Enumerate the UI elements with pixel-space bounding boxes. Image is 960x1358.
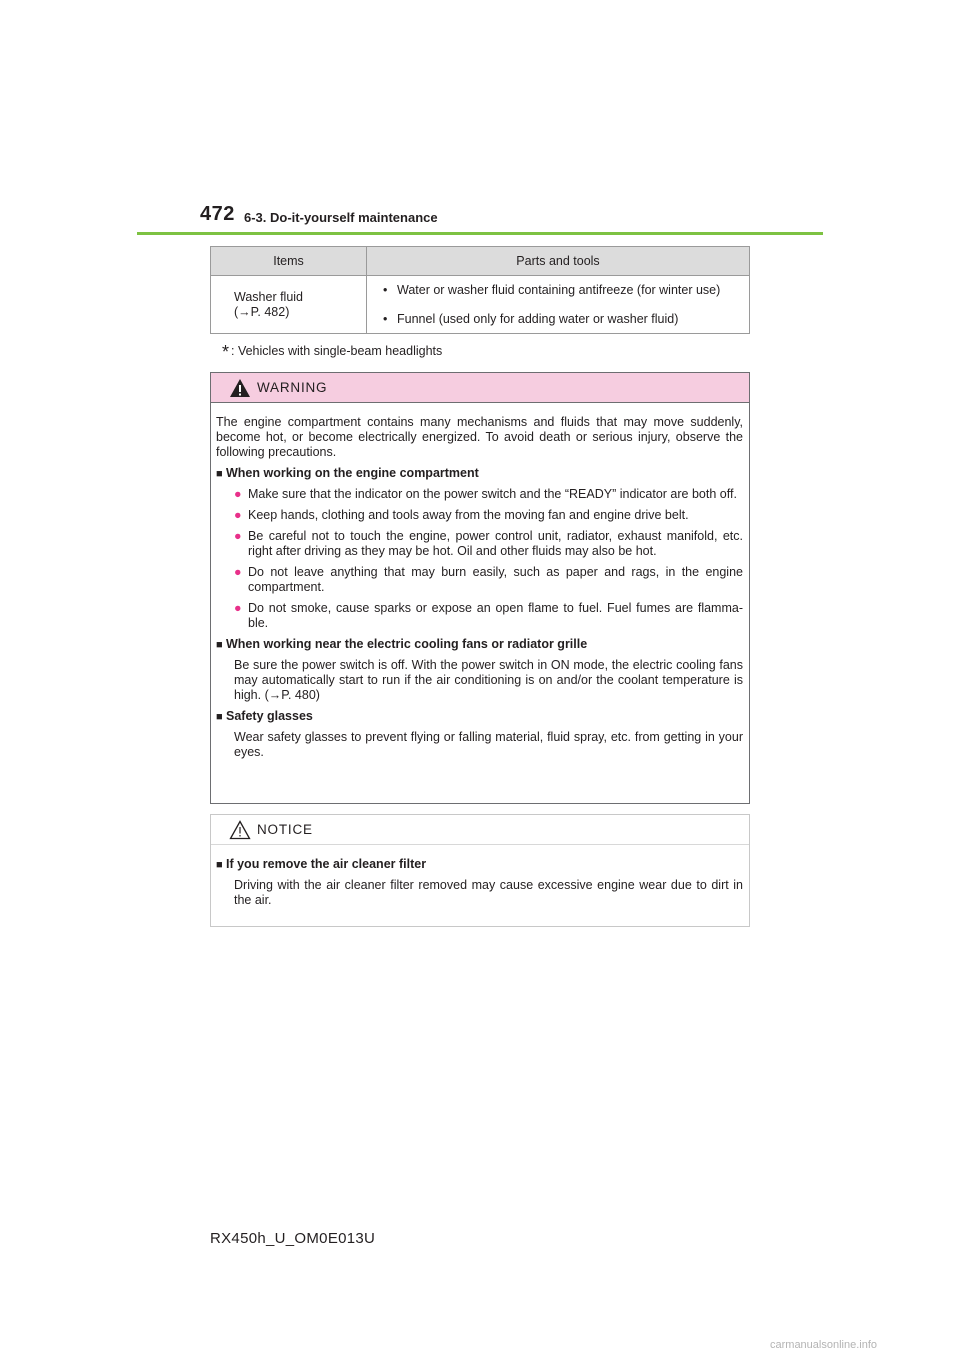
list-item: ● Do not smoke, cause sparks or expose an open flame to fuel. Fuel fumes are flamma-ble. — [234, 601, 743, 630]
bullet-icon: • — [383, 283, 388, 297]
bullet-icon: • — [383, 312, 388, 326]
warning-header — [211, 373, 749, 403]
caution-triangle-icon — [229, 820, 251, 840]
warning-title: WARNING — [257, 380, 328, 395]
square-bullet-icon: ■ — [216, 639, 223, 651]
parts-text: Funnel (used only for adding water or washer fluid) — [397, 312, 679, 326]
subsection-text: Be sure the power switch is off. With the power switch in ON mode, the electric cooling fans may automatically start to run if the air conditioning is on and/or the coolant temperature is high. (→P. 480) — [234, 658, 743, 702]
subsection-heading: ■ If you remove the air cleaner filter — [216, 857, 427, 871]
page-number: 472 — [200, 203, 235, 225]
item-cell — [211, 276, 367, 334]
dot-bullet-icon: ● — [234, 601, 242, 615]
notice-title: NOTICE — [257, 822, 313, 837]
subsection-text: Driving with the air cleaner filter removed may cause excessive engine wear due to dirt in the air. — [234, 878, 743, 907]
warning-box — [210, 372, 750, 804]
item-name: Washer fluid — [234, 290, 304, 304]
footer-code: RX450h_U_OM0E013U — [210, 1230, 376, 1247]
dot-bullet-icon: ● — [234, 487, 242, 501]
square-bullet-icon: ■ — [216, 468, 223, 480]
list-item: ● Be careful not to touch the engine, power control unit, radiator, exhaust manifold, etc. right after driving as they may be hot. Oil and other fluids may also be hot. — [234, 529, 743, 558]
column-header-items: Items — [211, 247, 367, 276]
subsection-text: Wear safety glasses to prevent flying or falling material, fluid spray, etc. from getting in your eyes. — [234, 730, 743, 759]
footnote-text: : Vehicles with single-beam headlights — [231, 344, 443, 358]
dot-bullet-icon: ● — [234, 508, 242, 522]
dot-bullet-icon: ● — [234, 529, 242, 543]
item-page-ref[interactable]: (→P. 482) — [234, 305, 290, 319]
list-item — [383, 311, 743, 327]
warning-intro: The engine compartment contains many mechanisms and fluids that may move suddenly, become hot, or become electrically energized. To avoid death or serious injury, observe the following precautions. — [216, 415, 743, 459]
list-item: ● Keep hands, clothing and tools away from the moving fan and engine drive belt. — [234, 508, 689, 522]
dot-bullet-icon: ● — [234, 565, 242, 579]
list-item: ● Do not leave anything that may burn easily, such as paper and rags, in the engine compartment. — [234, 565, 743, 594]
table-header-row — [211, 247, 750, 276]
section-title: 6-3. Do-it-yourself maintenance — [244, 210, 438, 225]
warning-triangle-icon — [229, 378, 251, 398]
list-item — [383, 282, 743, 298]
table-row — [211, 276, 750, 334]
list-item: ● Make sure that the indicator on the power switch and the “READY” indicator are both off. — [234, 487, 737, 501]
notice-body — [211, 845, 749, 908]
header-rule — [137, 232, 823, 235]
watermark: carmanualsonline.info — [770, 1339, 878, 1351]
notice-box — [210, 814, 750, 927]
subsection-heading: ■ Safety glasses — [216, 709, 313, 723]
subsection-heading: ■ When working near the electric cooling fans or radiator grille — [216, 637, 588, 651]
parts-table — [210, 246, 750, 334]
footnote-marker: * — [222, 342, 230, 362]
square-bullet-icon: ■ — [216, 859, 223, 871]
warning-body — [211, 403, 749, 760]
notice-header — [211, 815, 749, 845]
subsection-heading: ■ When working on the engine compartment — [216, 466, 479, 480]
column-header-parts: Parts and tools — [367, 247, 750, 276]
square-bullet-icon: ■ — [216, 711, 223, 723]
footnote — [222, 342, 442, 363]
parts-text: Water or washer fluid containing antifreeze (for winter use) — [397, 283, 721, 297]
parts-cell — [367, 276, 750, 334]
